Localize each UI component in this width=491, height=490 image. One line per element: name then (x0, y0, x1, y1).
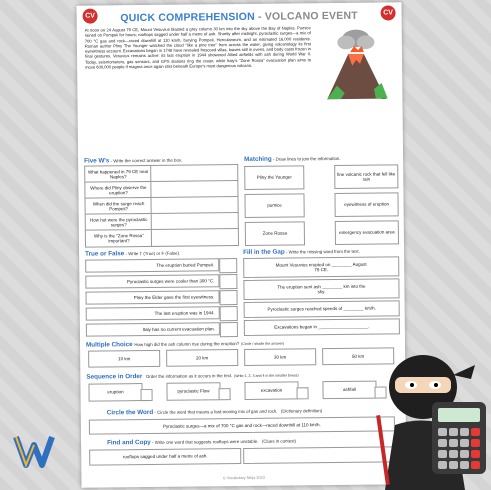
footer: © Vocabulary Ninja 2023 (222, 475, 265, 481)
true-false-title: True or False (85, 250, 125, 258)
sequence-number-box[interactable] (218, 388, 230, 400)
fill-gap-text: The eruption sent ash (277, 283, 321, 290)
sequence-number-box[interactable] (141, 389, 153, 401)
matching-right-item[interactable]: eyewitness of eruption (334, 192, 398, 217)
circle-word-instruction: - Circle the word that means a fast-moving mix of gas and rock. (153, 408, 278, 415)
find-copy-instruction: - Write one word that suggests rooftops were unstable. (150, 438, 259, 445)
true-false-heading (85, 250, 180, 258)
matching-right-item[interactable]: emergency evacuation area (335, 220, 399, 245)
five-ws-question: When did the surge reach Pompeii? (84, 197, 152, 216)
title-sep: - (254, 10, 265, 23)
title-part2: VOLCANO EVENT (264, 9, 358, 23)
matching-left-item[interactable]: Pliny the Younger (244, 165, 304, 190)
matching-heading (244, 155, 341, 163)
fill-gap-text: sky. (317, 289, 326, 295)
sequence-heading (86, 371, 298, 380)
true-false-answer-box[interactable] (219, 258, 237, 273)
cv-badge-right: CV (380, 5, 395, 20)
circle-word-sentence[interactable]: Pyroclastic surges—a mix of 700 °C gas and rock—raced downhill at 110 km/h. (89, 416, 395, 434)
true-false-statement: Pyroclastic surges were cooler than 300 °C. (85, 274, 219, 288)
sequence-title: Sequence in Order (86, 373, 143, 381)
five-ws-question: Where did Pliny observe the eruption? (84, 181, 152, 200)
find-copy-answer-box[interactable] (243, 446, 395, 464)
five-ws-instruction: - Write the correct answer in the box. (109, 157, 183, 164)
five-ws-heading (84, 157, 182, 165)
fill-gap-item[interactable]: Pyroclastic surges reached speeds of ________ km/h. (244, 300, 400, 318)
worksheet (76, 2, 406, 487)
matching-left-item[interactable]: pumice (244, 193, 304, 218)
sequence-item: ashfall (322, 381, 376, 400)
cv-badge-left: CV (83, 8, 98, 23)
five-ws-question: What happened in 79 CE near Naples? (84, 165, 152, 184)
volcano-icon (317, 24, 396, 103)
fill-gap-text: 79 CE. (314, 267, 329, 273)
circle-word-title: Circle the Word (106, 408, 154, 417)
fill-gap-instruction: - Write the missing word from the text. (284, 248, 360, 255)
find-copy-title: Find and Copy (107, 438, 151, 447)
fill-gap-text: km into the (343, 283, 366, 289)
true-false-statement: The last eruption was in 1944. (86, 306, 220, 320)
sequence-instruction: Order the information as it occurs in the text. (145, 373, 233, 380)
sequence-item: pyroclastic Flow (166, 382, 220, 401)
five-ws-question: How hot were the pyroclastic surges? (85, 213, 153, 232)
true-false-statement: Pliny the Elder gave the first eyewitness. (85, 290, 219, 304)
multiple-choice-hint: (Circle / shade the answer) (241, 341, 284, 347)
multiple-choice-option[interactable]: 10 km (88, 350, 160, 368)
true-false-answer-box[interactable] (219, 274, 237, 289)
sequence-item: excavation (244, 381, 298, 400)
fill-gap-text: . (368, 324, 370, 330)
fill-gap-text: Mount Vesuvius erupted on (275, 261, 331, 268)
find-copy-heading (107, 437, 296, 446)
find-copy-sentence: rooftops sagged under half a metre of ash. (89, 448, 241, 466)
five-ws-answer-box[interactable] (151, 228, 239, 247)
fill-gap-text: km/h. (364, 305, 376, 312)
sequence-hint: (Write 1, 2, 3 and 4 in the smaller boxes) (233, 373, 299, 379)
find-copy-hint: (Clues in context) (261, 438, 297, 444)
five-ws-title: Five W's (84, 157, 110, 165)
five-ws-question: Why is the "Zone Rossa" important? (85, 229, 153, 248)
true-false-answer-box[interactable] (220, 306, 238, 321)
calculator-icon (430, 400, 488, 476)
true-false-answer-box[interactable] (219, 290, 237, 305)
vn-logo (12, 431, 56, 471)
circle-word-heading (107, 407, 322, 416)
circle-word-hint: (Dictionary definition) (280, 408, 323, 414)
multiple-choice-option[interactable]: 30 km (244, 348, 316, 366)
fill-gap-text: Excavations began in (274, 324, 317, 331)
fill-gap-heading (243, 248, 360, 256)
fill-gap-item[interactable]: Excavations began in ____________________ . (244, 318, 400, 336)
matching-right-item[interactable]: fine volcanic rock that fell like rain (334, 164, 398, 189)
true-false-statement: The eruption buried Pompeii. (85, 258, 219, 272)
fill-gap-text: Pyroclastic surges reached speeds of (267, 306, 343, 313)
multiple-choice-question: How high did the ash column rise during the eruption? (134, 341, 240, 348)
fill-gap-item[interactable]: Mount Vesuvius erupted on ________ August 79 CE. (243, 256, 399, 278)
matching-left-item[interactable]: Zone Rossa (245, 221, 305, 246)
fill-gap-text: August (352, 261, 367, 267)
multiple-choice-title: Multiple Choice (86, 341, 133, 349)
sequence-number-box[interactable] (296, 387, 308, 399)
title-part1: QUICK COMPREHENSION (120, 10, 255, 25)
intro-text: At noon on 24 August 79 CE, Mount Vesuvius blasted a grey column 30 km into the sky above the Bay of Naples. Pumice rained on Pompeii for hours; rooftops sagged under half a metre of ash. Shortly after midnight, pyroclastic surges—a mix of 700 °C gas and rock—raced downhill at 110 km/h, burying Pompeii, Herculaneum, and an estimated 16,000 residents. Roman author Pliny The Younger watched the cloud "like a pine tree" from across the water, giving volcanology its first eyewitness account. Excavations began in 1748 have revealed frescoed villas, loaves still in ovens, and body casts frozen in final gestures. Vesuvius remains active: its last eruption in 1944 showered Allied airfields with ash during World War II. Today, seismometers, gas sensors, and GPS stations ring the crater, while Italy's "Zone Rossa" evacuation plan aims to move 600,000 people if magma once again stirs beneath Europe's most dangerous volcano. (84, 25, 312, 70)
page-title (77, 9, 402, 24)
true-false-answer-box[interactable] (220, 322, 238, 337)
multiple-choice-option[interactable]: 20 km (166, 349, 238, 367)
sequence-item: eruption (88, 383, 142, 402)
matching-instruction: - Draw lines to join the information. (271, 155, 341, 162)
true-false-instruction: - Write T (True) or F (False). (124, 250, 181, 257)
true-false-statement: Italy has no current evacuation plan. (86, 322, 220, 336)
matching-title: Matching (244, 155, 272, 163)
multiple-choice-heading (86, 340, 284, 349)
fill-gap-item[interactable]: The eruption sent ash ________ km into the sky. (243, 278, 399, 300)
multiple-choice-option[interactable]: 50 km (322, 347, 394, 365)
fill-gap-title: Fill in the Gap (243, 248, 285, 256)
